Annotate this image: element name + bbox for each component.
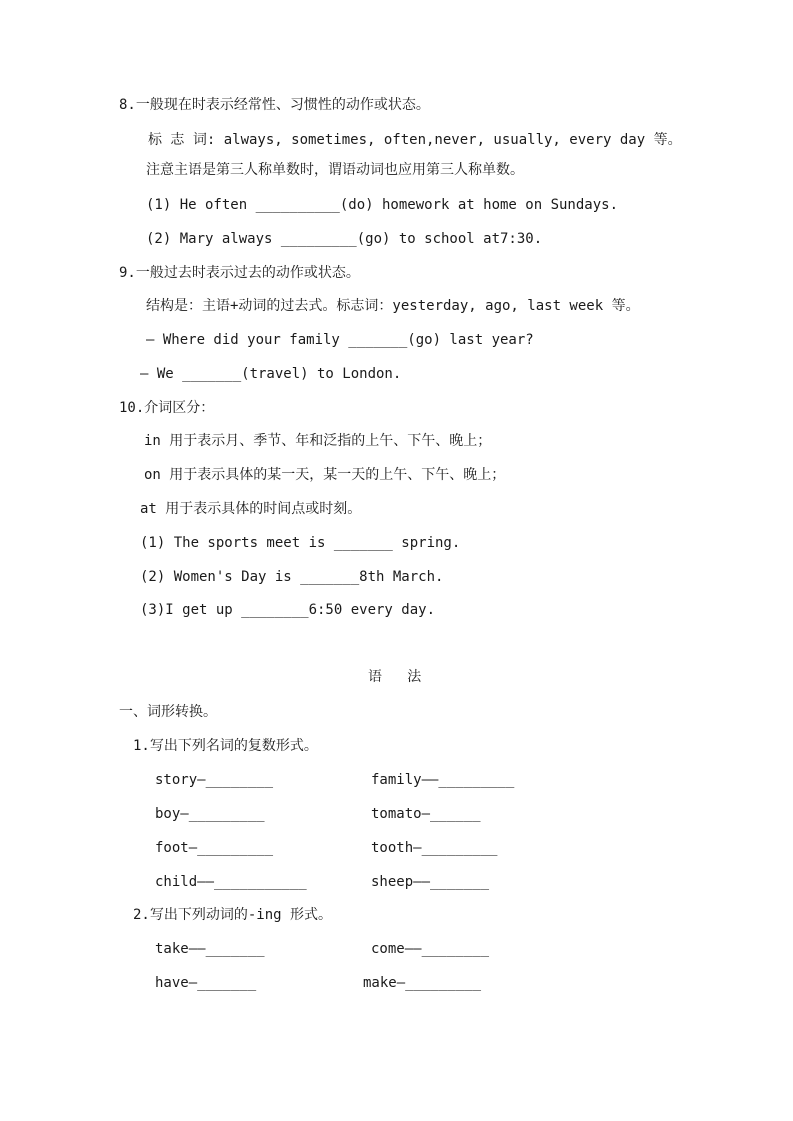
plural-item-right: family——_________ xyxy=(371,772,515,788)
section-10-heading: 10.介词区分： xyxy=(119,400,215,416)
plural-item-left: boy—_________ xyxy=(155,806,265,822)
plural-item-right: tomato—______ xyxy=(371,806,481,822)
grammar-title: 语 法 xyxy=(368,669,422,685)
section-10-exercise-2: (2) Women's Day is _______8th March. xyxy=(140,569,444,585)
section-9-structure: 结构是：主语+动词的过去式。标志词：yesterday, ago, last week 等。 xyxy=(146,298,640,314)
section-10-rule-in: in 用于表示月、季节、年和泛指的上午、下午、晚上； xyxy=(144,433,492,449)
plural-item-left: child——___________ xyxy=(155,874,307,890)
section-8-signal-words: 标 志 词: always, sometimes, often,never, usually, every day 等。 xyxy=(148,132,682,148)
ing-item-left: take——_______ xyxy=(155,941,265,957)
section-10-rule-on: on 用于表示具体的某一天，某一天的上午、下午、晚上； xyxy=(144,467,506,483)
section-8-note: 注意主语是第三人称单数时，谓语动词也应用第三人称单数。 xyxy=(146,162,524,178)
section-10-rule-at: at 用于表示具体的时间点或时刻。 xyxy=(140,501,362,517)
section-9-dialog-1: — Where did your family _______(go) last year? xyxy=(146,332,534,348)
part-1-heading: 一、词形转换。 xyxy=(119,704,217,720)
section-10-exercise-1: (1) The sports meet is _______ spring. xyxy=(140,535,461,551)
plural-item-right: tooth—_________ xyxy=(371,840,498,856)
section-10-exercise-3: (3)I get up ________6:50 every day. xyxy=(140,602,436,618)
section-9-heading: 9.一般过去时表示过去的动作或状态。 xyxy=(119,265,360,281)
ing-item-right: make—_________ xyxy=(363,975,482,991)
section-8-heading: 8.一般现在时表示经常性、习惯性的动作或状态。 xyxy=(119,97,430,113)
section-8-exercise-1: (1) He often __________(do) homework at home on Sundays. xyxy=(146,197,619,213)
question-2-heading: 2.写出下列动词的-ing 形式。 xyxy=(133,907,333,923)
plural-item-left: foot—_________ xyxy=(155,840,274,856)
ing-item-left: have—_______ xyxy=(155,975,257,991)
section-8-exercise-2: (2) Mary always _________(go) to school at7:30. xyxy=(146,231,543,247)
question-1-heading: 1.写出下列名词的复数形式。 xyxy=(133,738,318,754)
plural-item-left: story—________ xyxy=(155,772,274,788)
ing-item-right: come——________ xyxy=(371,941,490,957)
plural-item-right: sheep——_______ xyxy=(371,874,490,890)
section-9-dialog-2: — We _______(travel) to London. xyxy=(140,366,402,382)
